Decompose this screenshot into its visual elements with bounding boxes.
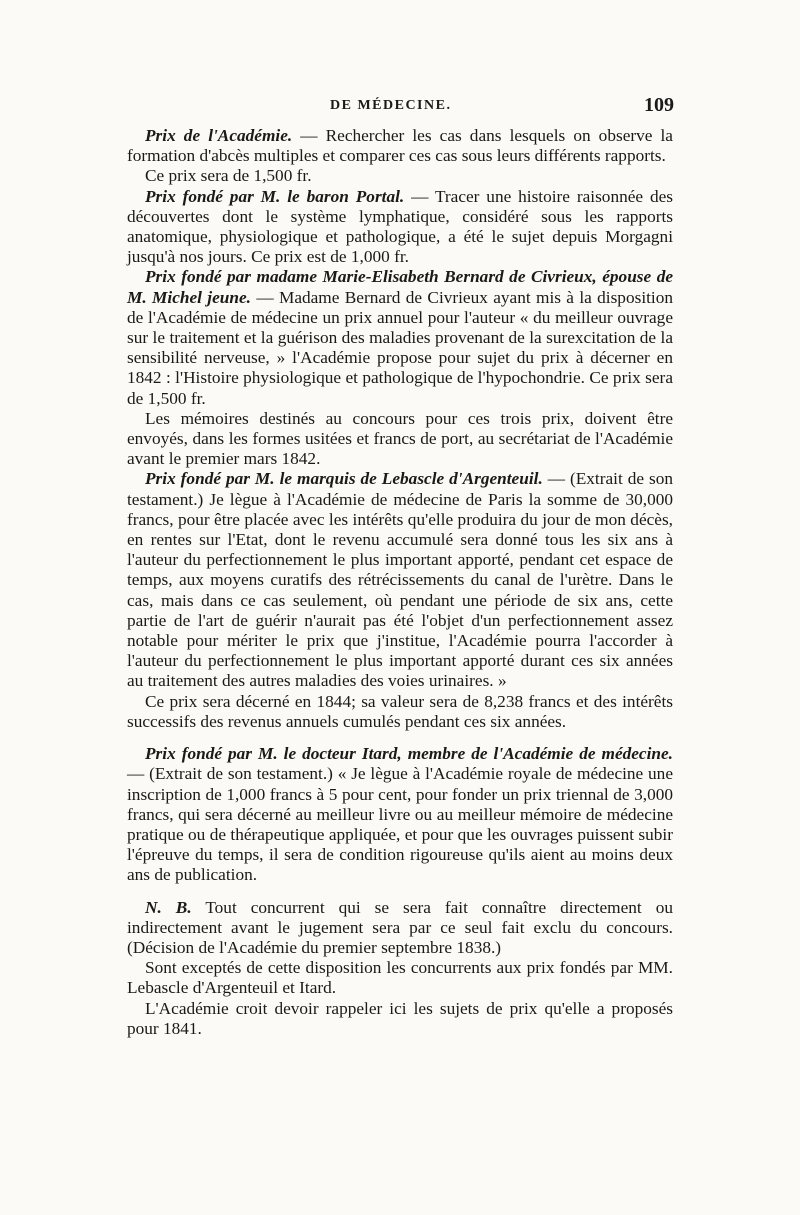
paragraph-text: — Madame Bernard de Civrieux ayant mis à la disposition de l'Académie de médecine un prix annuel pour l'auteur « du meilleur ouvrage sur le traitement et la guérison des maladies provenant de la surexcitation de la sensibilité nerveuse, » l'Académie propose pour sujet du prix à décerner en 1842 : l'Histoire physiologique et pathologique de l'hypochondrie. Ce prix sera de 1,500 fr. [127,287,673,408]
paragraph-text: — (Extrait de son testament.) « Je lègue à l'Académie royale de médecine une inscription de 1,000 francs à 5 pour cent, pour fonder un prix triennal de 3,000 francs, qui sera décerné au meilleur livre ou au meilleur mémoire de médecine pratique ou de thérapeutique appliquée, et pour que les ouvrages puissent subir l'épreuve du temps, il sera de condition rigoureuse qu'ils aient au moins deux ans de publication. [127,764,673,885]
paragraph [127,267,673,408]
prize-title: Prix fondé par M. le marquis de Lebascle d'Argenteuil. [145,469,543,489]
paragraph-text: — Rechercher les cas dans lesquels on observe la formation d'abcès multiples et comparer ces cas sous leurs différents rapports. [127,126,673,166]
page-number: 109 [644,94,674,116]
paragraph [127,166,673,186]
paragraph [127,187,673,268]
paragraph [127,958,673,998]
note-label: N. B. [145,897,192,917]
paragraph-text: Sont exceptés de cette disposition les concurrents aux prix fondés par MM. Lebascle d'Argenteuil et Itard. [127,958,673,998]
paragraph [127,898,673,959]
paragraph-text: Ce prix sera de 1,500 fr. [145,166,312,186]
paragraph [127,469,673,691]
paragraph-text: Tout concurrent qui se sera fait connaître directement ou indirectement avant le jugement sera par ce seul fait exclu du concours. (Décision de l'Académie du premier septembre 1838.) [127,897,673,957]
page-header [130,94,680,124]
paragraph [127,126,673,166]
paragraph [127,744,673,885]
prize-title: Prix de l'Académie. [145,126,293,145]
running-head: DE MÉDECINE. [330,98,452,113]
paragraph-text: — (Extrait de son testament.) Je lègue à l'Académie de médecine de Paris la somme de 30,000 francs, pour être placée avec les intérêts qu'elle produira du jour de mon décès, en rentes sur l'Etat, dont le revenu accumulé sera donné tous les six ans à l'auteur du perfectionnement le plus important apporté, pendant cet espace de temps, aux moyens curatifs des rétrécissements du canal de l'urètre. Dans le cas, mais dans ce cas seulement, où pendant une période de six ans, cette partie de l'art de guérir n'aurait pas été l'objet d'un perfectionnement assez notable pour mériter le prix que j'institue, l'Académie pourra l'accorder à l'auteur du perfectionnement le plus important apporté durant ces six années au traitement des autres maladies des voies urinaires. » [127,469,673,691]
paragraph-text: Les mémoires destinés au concours pour ces trois prix, doivent être envoyés, dans les formes usitées et francs de port, au secrétariat de l'Académie avant le premier mars 1842. [127,408,673,469]
paragraph [127,692,673,732]
prize-title: Prix fondé par M. le baron Portal. [145,186,405,206]
paragraph [127,409,673,470]
paragraph-text: Ce prix sera décerné en 1844; sa valeur sera de 8,238 francs et des intérêts successifs des revenus annuels cumulés pendant ces six années. [127,691,673,731]
paragraph-text: L'Académie croit devoir rappeler ici les sujets de prix qu'elle a proposés pour 1841. [127,998,673,1038]
prize-title: Prix fondé par M. le docteur Itard, membre de l'Académie de médecine. [145,744,673,764]
paragraph-text: — Tracer une histoire raisonnée des découvertes dont le système lymphatique, considéré sous les rapports anatomique, physiologique et pathologique, a été le sujet depuis Morgagni jusqu'à nos jours. Ce prix est de 1,000 fr. [127,186,673,267]
body-text [127,126,673,1039]
prize-title: Prix fondé par madame Marie-Elisabeth Bernard de Civrieux, épouse de M. Michel jeune. [127,267,673,307]
paragraph [127,999,673,1039]
